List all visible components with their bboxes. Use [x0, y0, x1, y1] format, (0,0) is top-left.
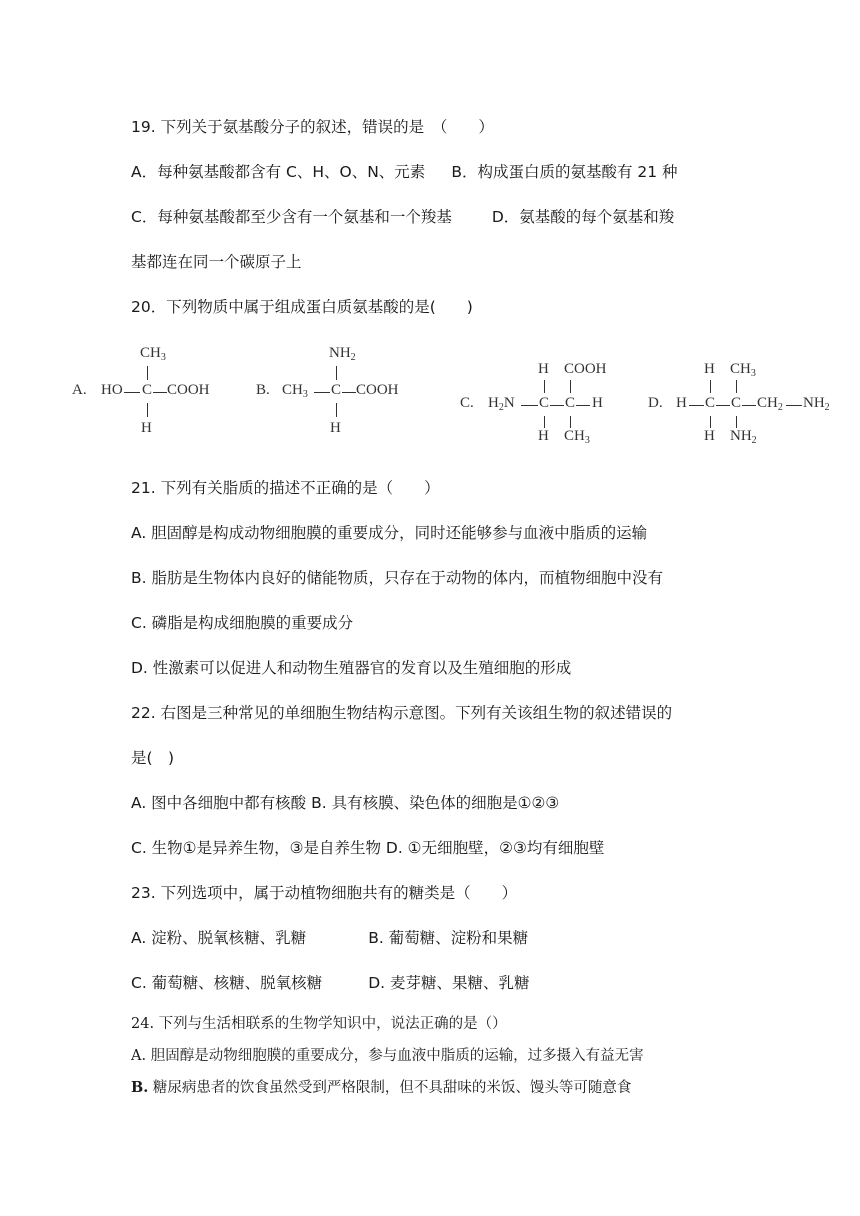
structure-a-c: C — [142, 382, 153, 398]
q21-option-b: B. 脂肪是生物体内良好的储能物质，只存在于动物的体内，而植物细胞中没有 — [131, 569, 663, 587]
structure-a-cooh: COOH — [167, 382, 210, 398]
structure-d-nh2-bottom: $NH_2$ — [730, 428, 757, 446]
q22-options-ab: A. 图中各细胞中都有核酸 B. 具有核膜、染色体的细胞是①②③ — [131, 794, 560, 812]
q19-option-c: C．每种氨基酸都至少含有一个氨基和一个羧基 — [131, 208, 452, 226]
structure-b-label: B. — [256, 382, 270, 398]
q19-stem: 19. 下列关于氨基酸分子的叙述，错误的是 （ ） — [131, 118, 494, 136]
structure-d-h-left: H — [676, 395, 687, 411]
structure-b-nh2: $NH_2$ — [329, 345, 356, 363]
structure-d-h-top: H — [704, 361, 715, 377]
structure-d-c1: C — [705, 395, 716, 411]
structure-b-c: C — [331, 382, 342, 398]
structure-c-label: C. — [460, 395, 474, 411]
q21-option-c: C. 磷脂是构成细胞膜的重要成分 — [131, 614, 354, 632]
structure-c-h-bottom: H — [538, 428, 549, 444]
structure-d-ch3: $CH_3$ — [730, 361, 756, 379]
q23-option-d: D. 麦芽糖、果糖、乳糖 — [368, 974, 530, 992]
q23-options-ab — [131, 928, 528, 948]
structure-d-ch2: $CH_2$ — [757, 395, 783, 413]
structure-c-c2: C — [565, 395, 576, 411]
structure-c-c1: C — [539, 395, 550, 411]
q19-option-d-continued: 基都连在同一个碳原子上 — [131, 253, 302, 271]
q21-stem: 21. 下列有关脂质的描述不正确的是（ ） — [131, 479, 440, 497]
q24-option-b: B. 糖尿病患者的饮食虽然受到严格限制，但不具甜味的米饭、馒头等可随意食 — [131, 1079, 632, 1096]
structure-d-c2: C — [731, 395, 742, 411]
structure-a-ch3: $CH_3$ — [140, 345, 166, 363]
structure-d-label: D. — [648, 395, 663, 411]
structure-d-h-bottom: H — [704, 428, 715, 444]
q19-option-b: B．构成蛋白质的氨基酸有 21 种 — [451, 163, 678, 181]
structure-c-h-top: H — [538, 361, 549, 377]
structure-c-h-right: H — [592, 395, 603, 411]
q22-options-cd: C. 生物①是异养生物，③是自养生物 D. ①无细胞壁，②③均有细胞壁 — [131, 839, 605, 857]
structure-a-label: A. — [72, 382, 87, 398]
structure-b-ch3: $CH_3$ — [282, 382, 308, 400]
structure-c-ch3: $CH_3$ — [564, 428, 590, 446]
q22-stem: 22. 右图是三种常见的单细胞生物结构示意图。下列有关该组生物的叙述错误的 — [131, 704, 673, 722]
q24-option-a: A. 胆固醇是动物细胞膜的重要成分，参与血液中脂质的运输，过多摄入有益无害 — [131, 1048, 644, 1064]
q23-option-b: B. 葡萄糖、淀粉和果糖 — [368, 929, 529, 947]
structure-a-h: H — [141, 420, 152, 436]
q23-stem: 23. 下列选项中，属于动植物细胞共有的糖类是（ ） — [131, 884, 518, 902]
structure-c-cooh: COOH — [564, 361, 607, 377]
structure-b-cooh: COOH — [356, 382, 399, 398]
q23-option-a: A. 淀粉、脱氧核糖、乳糖 — [131, 929, 307, 947]
q24-stem: 24. 下列与生活相联系的生物学知识中，说法正确的是（） — [131, 1016, 507, 1032]
q21-option-d: D. 性激素可以促进人和动物生殖器官的发育以及生殖细胞的形成 — [131, 659, 572, 677]
q19-options-row2 — [131, 207, 674, 227]
structure-d-nh2-right: $NH_2$ — [803, 395, 830, 413]
q19-options-row1 — [131, 162, 678, 182]
q23-options-cd — [131, 973, 529, 993]
q20-stem: 20．下列物质中属于组成蛋白质氨基酸的是( ) — [131, 298, 473, 316]
q19-option-a: A．每种氨基酸都含有 C、H、O、N、元素 — [131, 163, 426, 181]
structure-b-h: H — [330, 420, 341, 436]
q19-option-d: D．氨基酸的每个氨基和羧 — [491, 208, 675, 226]
structure-a-ho: HO — [101, 382, 123, 398]
q22-stem-continued: 是( ) — [131, 749, 175, 767]
q23-option-c: C. 葡萄糖、核糖、脱氧核糖 — [131, 974, 323, 992]
structure-c-h2n: $H_2N$ — [488, 395, 515, 413]
q21-option-a: A. 胆固醇是构成动物细胞膜的重要成分，同时还能够参与血液中脂质的运输 — [131, 524, 648, 542]
